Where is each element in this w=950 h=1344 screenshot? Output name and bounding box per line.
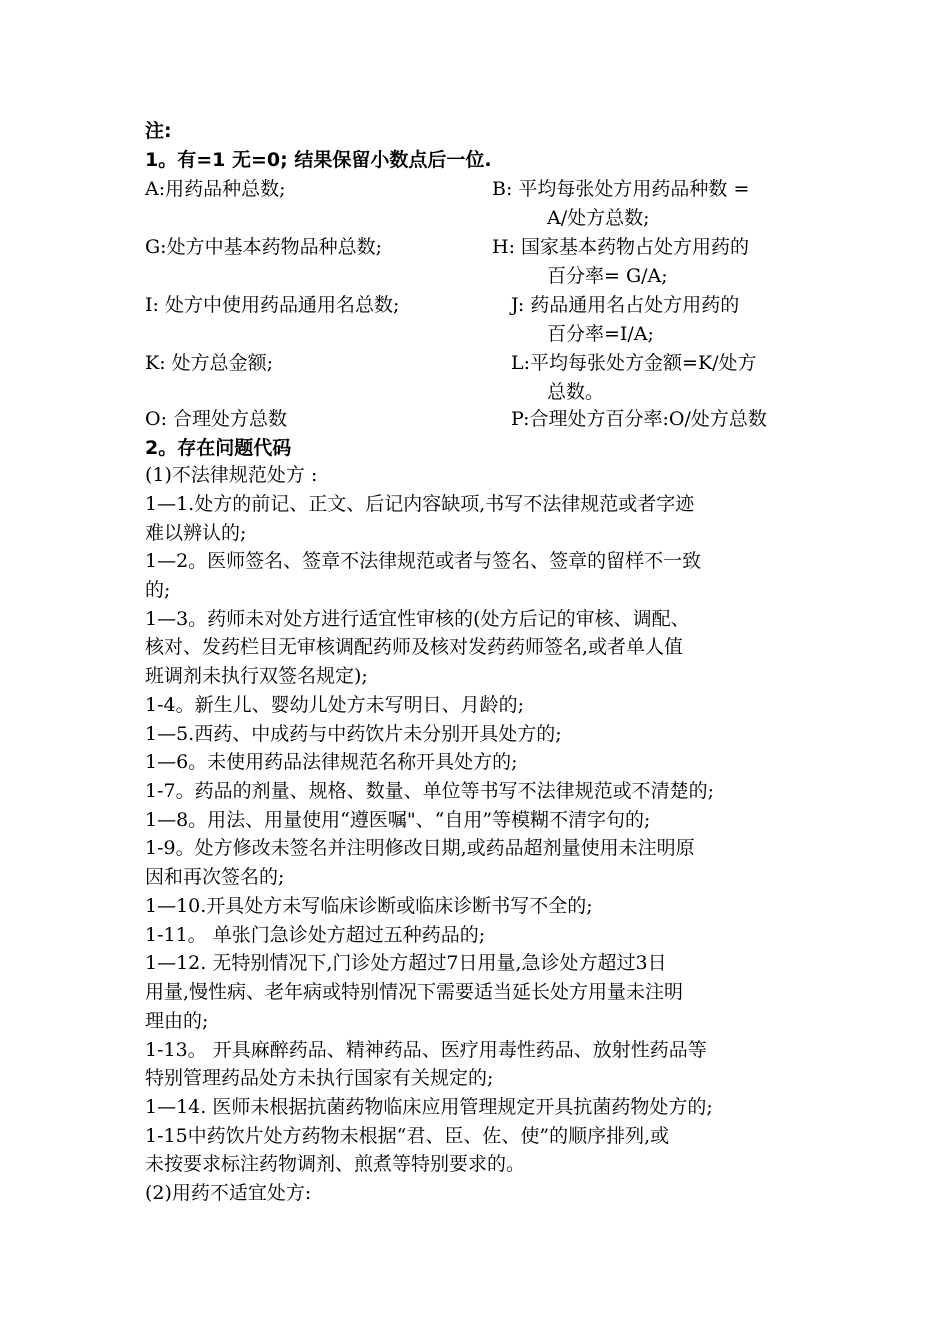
definition-k: K: 处方总金额;	[145, 352, 274, 374]
text-line: 未按要求标注药物调剂、煎煮等特别要求的。	[145, 1153, 526, 1175]
text-line: 班调剂未执行双签名规定);	[145, 665, 368, 687]
text-line: 1-9。处方修改未签名并注明修改日期,或药品超剂量使用未注明原	[145, 837, 695, 859]
text-line: 1—14. 医师未根据抗菌药物临床应用管理规定开具抗菌药物处方的;	[145, 1096, 713, 1118]
text-line: 的;	[145, 579, 171, 601]
definition-j: J: 药品通用名占处方用药的	[511, 294, 740, 316]
definition-o: O: 合理处方总数	[145, 408, 288, 430]
text-line: 1—8。用法、用量使用“遵医嘱"、“自用”等模糊不清字句的;	[145, 809, 651, 831]
text-line: 难以辨认的;	[145, 522, 247, 544]
text-line: 用量,慢性病、老年病或特别情况下需要适当延长处方用量未注明	[145, 981, 684, 1003]
definition-b: B: 平均每张处方用药品种数 =	[492, 178, 750, 200]
text-line: 1—5.西药、中成药与中药饮片未分别开具处方的;	[145, 723, 562, 745]
note-heading: 注:	[145, 120, 172, 142]
text-line: 特别管理药品处方未执行国家有关规定的;	[145, 1067, 494, 1089]
definition-g: G:处方中基本药物品种总数;	[145, 236, 382, 258]
item2-heading: 2。存在问题代码	[145, 437, 292, 459]
text-line: 核对、发药栏目无审核调配药师及核对发药药师签名,或者单人值	[145, 636, 684, 658]
text-line: 1—1.处方的前记、正文、后记内容缺项,书写不法律规范或者字迹	[145, 493, 695, 515]
text-line: 1-11。 单张门急诊处方超过五种药品的;	[145, 924, 486, 946]
definition-b-cont: A/处方总数;	[547, 207, 650, 229]
definition-l: L:平均每张处方金额=K/处方	[511, 352, 757, 374]
definition-a: A:用药品种总数;	[145, 178, 286, 200]
item1-heading: 1。有=1 无=0; 结果保留小数点后一位.	[145, 149, 492, 171]
section1-heading: (1)不法律规范处方 :	[145, 464, 318, 486]
text-line: 1—6。未使用药品法律规范名称开具处方的;	[145, 751, 518, 773]
text-line: 因和再次签名的;	[145, 866, 285, 888]
text-line: 1—10.开具处方未写临床诊断或临床诊断书写不全的;	[145, 895, 593, 917]
text-line: 1-13。 开具麻醉药品、精神药品、医疗用毒性药品、放射性药品等	[145, 1039, 707, 1061]
text-line: 1—3。药师未对处方进行适宜性审核的(处方后记的审核、调配、	[145, 608, 690, 630]
definition-l-cont: 总数。	[547, 381, 605, 403]
text-line: 1-4。新生儿、婴幼儿处方未写明日、月龄的;	[145, 694, 524, 716]
definition-p: P:合理处方百分率:O/处方总数	[511, 408, 767, 430]
text-line: 1—2。医师签名、签章不法律规范或者与签名、签章的留样不一致	[145, 550, 702, 572]
section2-heading: (2)用药不适宜处方:	[145, 1182, 312, 1204]
definition-h-cont: 百分率= G/A;	[547, 265, 668, 287]
text-line: 1-15中药饮片处方药物未根据“君、臣、佐、使”的顺序排列,或	[145, 1125, 670, 1147]
text-line: 理由的;	[145, 1010, 209, 1032]
definition-i: I: 处方中使用药品通用名总数;	[145, 294, 400, 316]
definition-j-cont: 百分率=I/A;	[547, 323, 654, 345]
text-line: 1-7。药品的剂量、规格、数量、单位等书写不法律规范或不清楚的;	[145, 780, 714, 802]
text-line: 1—12. 无特别情况下,门诊处方超过7日用量,急诊处方超过3日	[145, 952, 667, 974]
definition-h: H: 国家基本药物占处方用药的	[492, 236, 750, 258]
